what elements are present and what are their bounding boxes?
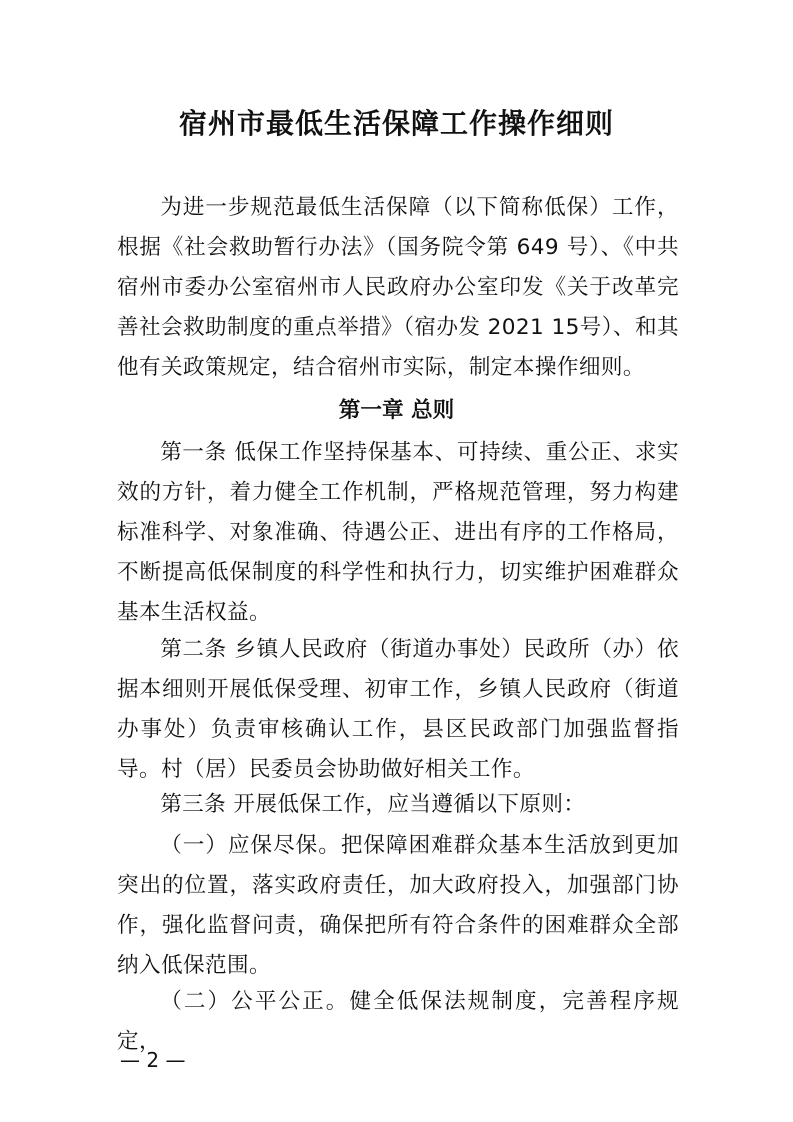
document-title: 宿州市最低生活保障工作操作细则 bbox=[178, 107, 614, 140]
article-3-paragraph: 第三条 开展低保工作，应当遵循以下原则： bbox=[160, 792, 586, 817]
article-1-paragraph: 第一条 低保工作坚持保基本、可持续、重公正、求实效的方针，着力健全工作机制，严格规范管理，努力构建标准科学、对象准确、待遇公正、进出有序的工作格局，不断提高低保制度的科学性和执行力，切实维护困难群众基本生活权益。 bbox=[117, 440, 679, 625]
chapter-heading: 第一章 总则 bbox=[338, 398, 455, 423]
page-number: — 2 — bbox=[120, 1048, 186, 1072]
article-2-paragraph: 第二条 乡镇人民政府（街道办事处）民政所（办）依据本细则开展低保受理、初审工作，乡镇人民政府（街道办事处）负责审核确认工作，县区民政部门加强监督指导。村（居）民委员会协助做好相关工作。 bbox=[117, 637, 679, 782]
principle-1-paragraph: （一）应保尽保。把保障困难群众基本生活放到更加突出的位置，落实政府责任，加大政府投入，加强部门协作，强化监督问责，确保把所有符合条件的困难群众全部纳入低保范围。 bbox=[117, 833, 679, 978]
principle-2-paragraph: （二）公平公正。健全低保法规制度，完善程序规定， bbox=[117, 989, 679, 1054]
preamble-paragraph: 为进一步规范最低生活保障（以下简称低保）工作，根据《社会救助暂行办法》（国务院令第 649 号）、《中共宿州市委办公室宿州市人民政府办公室印发《关于改革完善社会救助制度的重点举措》（宿办发 2021 15号）、和其他有关政策规定，结合宿州市实际，制定本操作细则。 bbox=[117, 195, 679, 380]
